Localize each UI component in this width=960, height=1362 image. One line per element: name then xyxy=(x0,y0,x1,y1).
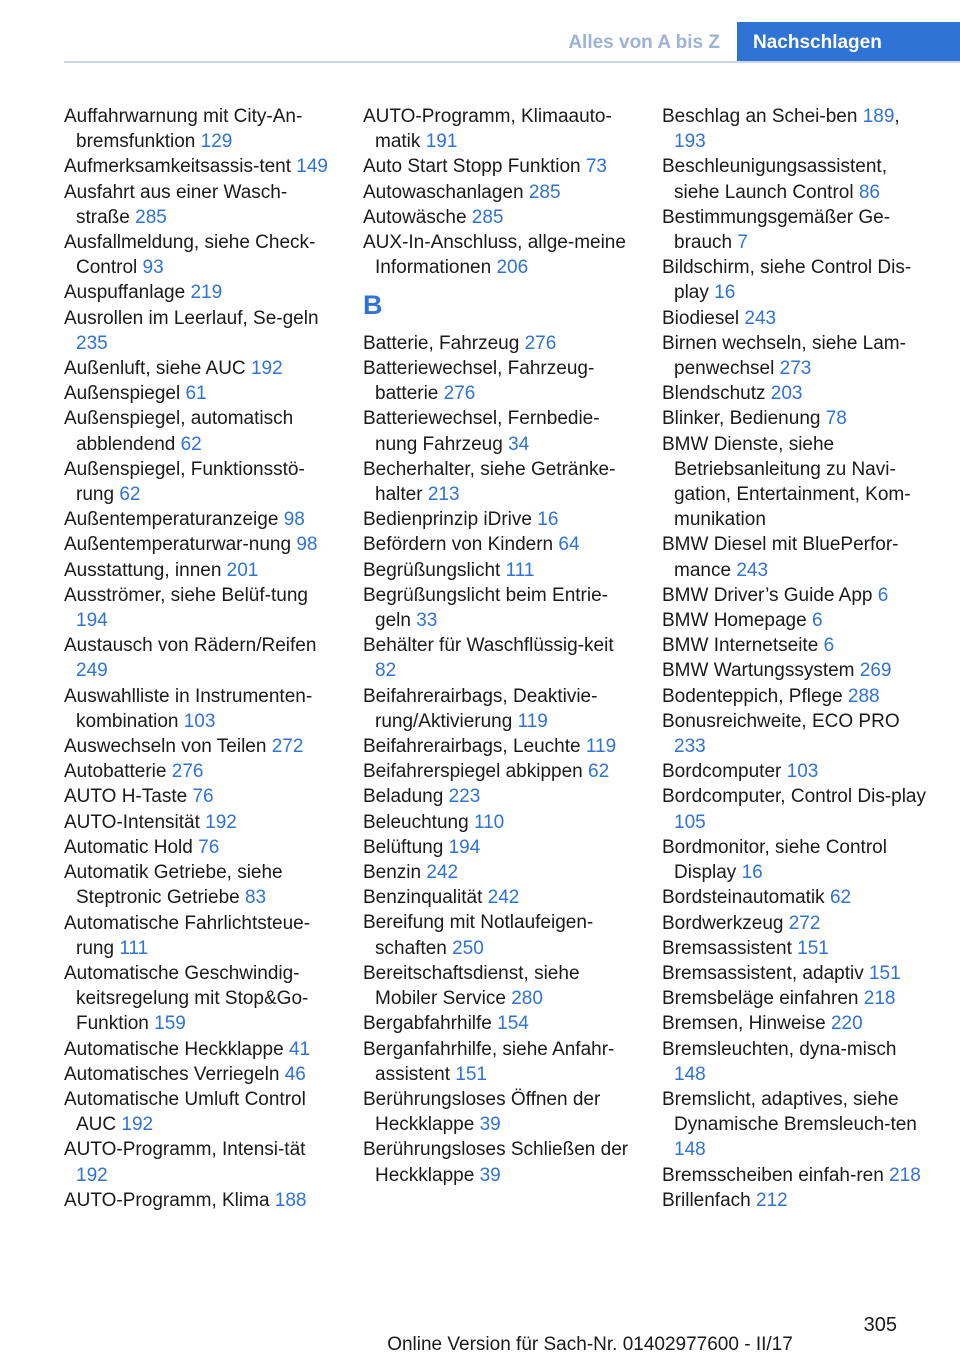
page-link[interactable]: 62 xyxy=(119,484,141,506)
page-link[interactable]: 148 xyxy=(674,1139,706,1161)
page-link[interactable]: 212 xyxy=(756,1189,788,1211)
page-link[interactable]: 119 xyxy=(517,710,548,732)
index-entry-text: Batteriewechsel, Fernbedie-nung Fahrzeug xyxy=(363,408,600,455)
index-entry: Beschlag an Schei-ben 189, 193 xyxy=(662,106,900,153)
index-entry-text: Bordsteinautomatik xyxy=(662,887,825,909)
index-entry xyxy=(662,306,926,331)
index-entry xyxy=(64,1062,332,1087)
index-entry-text: Berganfahrhilfe, siehe Anfahr-assistent xyxy=(363,1038,615,1085)
page-link[interactable]: 149 xyxy=(296,156,328,178)
page-link[interactable]: 16 xyxy=(741,862,763,884)
page-link[interactable]: 16 xyxy=(537,509,559,531)
index-entry xyxy=(64,583,332,633)
page-link[interactable]: 76 xyxy=(198,836,220,858)
index-entry-text: Autobatterie xyxy=(64,761,167,783)
index-entry xyxy=(662,154,926,204)
index-entry xyxy=(662,583,926,608)
page-link[interactable]: 191 xyxy=(425,131,458,153)
index-entry xyxy=(662,1037,926,1087)
page-link[interactable]: 219 xyxy=(190,282,223,304)
section-title: Alles von A bis Z xyxy=(568,32,720,53)
index-entry-text: BMW Internetseite xyxy=(662,635,819,657)
chapter-tab: Nachschlagen xyxy=(737,22,960,62)
page-link[interactable]: 103 xyxy=(786,761,819,783)
index-entry-text: Bestimmungsgemäßer Ge-brauch xyxy=(662,206,891,254)
page-link[interactable]: 280 xyxy=(511,988,543,1010)
index-entry xyxy=(363,1037,631,1087)
index-entry-text: Belüftung xyxy=(363,836,444,858)
index-entry xyxy=(662,911,926,936)
index-entry-text: Austausch von Rädern/Reifen xyxy=(64,635,317,657)
page-link[interactable]: 189 xyxy=(862,106,895,127)
index-entry-text: Automatisches Verriegeln xyxy=(64,1063,280,1085)
index-entry xyxy=(64,381,332,406)
index-entry xyxy=(64,280,332,305)
index-entry xyxy=(64,1037,332,1062)
index-entry-text: Ausfallmeldung, siehe Check-Control xyxy=(64,232,316,279)
page-link[interactable]: 233 xyxy=(674,736,706,758)
index-entry xyxy=(662,936,926,961)
page-link[interactable]: 276 xyxy=(524,332,557,354)
index-entry xyxy=(363,734,631,759)
index-entry xyxy=(662,406,926,431)
index-entry-text: Automatische Fahrlichtsteue-rung xyxy=(64,912,311,959)
page-link[interactable]: 46 xyxy=(284,1063,306,1085)
index-entry-text: Befördern von Kindern xyxy=(363,534,554,556)
index-entry xyxy=(662,205,926,255)
index-entry xyxy=(363,759,631,784)
index-entry-text: AUTO-Programm, Intensi-tät xyxy=(64,1139,306,1161)
index-entry-text: Auswahlliste in Instrumenten-kombination xyxy=(64,685,313,732)
page-link[interactable]: 148 xyxy=(674,1063,706,1085)
page-link[interactable]: 62 xyxy=(588,761,610,783)
index-entry-text: Automatik Getriebe, siehe Steptronic Getriebe xyxy=(64,862,283,909)
index-entry xyxy=(662,381,926,406)
index-entry xyxy=(363,356,631,406)
index-entry-text: Beifahrerspiegel abkippen xyxy=(363,761,583,783)
index-entry xyxy=(64,1137,332,1187)
index-entry-text: Blinker, Bedienung xyxy=(662,408,821,430)
index-entry-text: Außenluft, siehe AUC xyxy=(64,358,246,380)
index-entry xyxy=(662,961,926,986)
index-entry-text: Berührungsloses Schließen der Heckklappe xyxy=(363,1139,629,1186)
index-entry xyxy=(363,230,631,280)
page-link[interactable]: 206 xyxy=(496,257,529,279)
index-entry-text: BMW Diesel mit BluePerfor-mance xyxy=(662,534,899,581)
page-link[interactable]: 159 xyxy=(154,1013,186,1035)
index-entry-text: Bereitschaftsdienst, siehe Mobiler Service xyxy=(363,962,580,1010)
page-header xyxy=(0,22,960,62)
page-link[interactable]: 39 xyxy=(479,1164,501,1186)
index-entry-text: BMW Homepage xyxy=(662,610,807,632)
index-entry-text: Birnen wechseln, siehe Lam-penwechsel xyxy=(662,332,906,380)
page-link[interactable]: 93 xyxy=(142,257,164,279)
index-entry-text: Auswechseln von Teilen xyxy=(64,736,267,758)
index-entry xyxy=(662,986,926,1011)
page-link[interactable]: 242 xyxy=(487,887,520,909)
page-link[interactable]: 34 xyxy=(508,433,530,455)
index-entry xyxy=(64,104,332,154)
index-entry-text: Benzin xyxy=(363,862,422,884)
page-link[interactable]: 83 xyxy=(244,887,267,909)
page-link[interactable]: 39 xyxy=(479,1114,501,1136)
index-entry xyxy=(662,658,926,683)
index-entry-text: AUTO H-Taste xyxy=(64,786,188,808)
page-link[interactable]: 154 xyxy=(497,1013,529,1035)
index-entry xyxy=(662,608,926,633)
index-entry-text: Auto Start Stopp Funktion xyxy=(363,156,581,178)
page-link[interactable]: 103 xyxy=(183,710,216,732)
index-entry xyxy=(662,532,926,582)
index-entry-text: Begrüßungslicht beim Entrie-geln xyxy=(363,584,608,632)
index-entry-text: Biodiesel xyxy=(662,307,740,329)
index-entry xyxy=(64,558,332,583)
index-entry-text: Beleuchtung xyxy=(363,811,469,833)
index-entry xyxy=(662,633,926,658)
index-entry-text: Bereifung mit Notlaufeigen-schaften xyxy=(363,912,594,959)
page-link[interactable]: 223 xyxy=(448,786,481,808)
page-link[interactable]: 193 xyxy=(674,131,706,153)
index-entry-text: Brillenfach xyxy=(662,1189,751,1211)
page-link[interactable]: 235 xyxy=(76,332,108,354)
index-entry-text: Ausströmer, siehe Belüf-tung xyxy=(64,584,308,606)
footer-version xyxy=(0,1334,960,1356)
index-entry-text: AUTO-Intensität xyxy=(64,811,200,833)
index-entry xyxy=(363,583,631,633)
index-entry-text: Beschleunigungsassistent, siehe Launch Control xyxy=(662,156,887,203)
index-entry xyxy=(363,406,631,456)
page-link[interactable]: 33 xyxy=(416,610,438,632)
page-link[interactable]: 194 xyxy=(76,610,108,632)
index-entry xyxy=(64,154,332,179)
index-entry xyxy=(363,885,631,910)
page-link[interactable]: 243 xyxy=(744,307,777,329)
page-link[interactable]: 273 xyxy=(779,358,812,380)
footer-text: Online Version für Sach-Nr. 01402977600 - II/17 xyxy=(387,1334,793,1355)
index-entry xyxy=(64,180,332,230)
index-entry xyxy=(662,255,926,305)
index-entry xyxy=(64,860,332,910)
index-entry xyxy=(363,1011,631,1036)
index-entry-text: Benzinqualität xyxy=(363,887,483,909)
page-link[interactable]: 86 xyxy=(858,181,880,203)
page-link[interactable]: 73 xyxy=(585,156,607,178)
index-entry xyxy=(363,684,631,734)
index-entry-text: Bremsbeläge einfahren xyxy=(662,988,859,1010)
page-link[interactable]: 276 xyxy=(171,761,204,783)
index-entry-text: Bordwerkzeug xyxy=(662,912,784,934)
index-entry xyxy=(662,759,926,784)
page-link[interactable]: 119 xyxy=(585,736,617,758)
index-entry xyxy=(363,457,631,507)
page-link[interactable]: 6 xyxy=(877,584,889,606)
index-entry-text: Behälter für Waschflüssig-keit xyxy=(363,635,614,657)
index-letter-heading: B xyxy=(363,290,383,321)
index-entry-text: Auffahrwarnung mit City-An-bremsfunktion xyxy=(64,106,303,153)
page-link[interactable]: 276 xyxy=(443,383,476,405)
index-entry xyxy=(64,684,332,734)
index-entry xyxy=(363,961,631,1011)
index-entry-text: Automatic Hold xyxy=(64,836,193,858)
index-entry-text: AUTO-Programm, Klimaauto-matik xyxy=(363,106,612,153)
index-entry xyxy=(363,507,631,532)
index-entry-text: BMW Dienste, siehe Betriebsanleitung zu Navi-gation, Entertainment, Kom-munikation xyxy=(662,433,911,531)
index-entry-text: Automatische Heckklappe xyxy=(64,1038,284,1060)
index-entry-text: Autowaschanlagen xyxy=(363,181,524,203)
page-link[interactable]: 192 xyxy=(121,1114,154,1136)
index-entry-text: BMW Wartungssystem xyxy=(662,660,855,682)
index-entry xyxy=(64,734,332,759)
header-rule xyxy=(64,61,960,63)
index-entry-text: Außentemperaturanzeige xyxy=(64,509,279,531)
index-column-2 xyxy=(363,104,631,1188)
index-entry xyxy=(662,835,926,885)
page-link[interactable]: 62 xyxy=(180,433,202,455)
index-entry xyxy=(662,1011,926,1036)
index-entry xyxy=(64,406,332,456)
index-entry-text: Blendschutz xyxy=(662,383,766,405)
page-link[interactable]: 98 xyxy=(283,509,305,531)
index-entry xyxy=(64,810,332,835)
index-entry xyxy=(363,860,631,885)
page-link[interactable]: 285 xyxy=(471,206,504,228)
index-entry xyxy=(363,835,631,860)
page-link[interactable]: 192 xyxy=(250,358,283,380)
page-link[interactable]: 6 xyxy=(811,610,823,632)
index-entry xyxy=(64,230,332,280)
index-entry xyxy=(64,784,332,809)
index-entry-text: Beifahrerairbags, Leuchte xyxy=(363,736,581,758)
page-link[interactable]: 285 xyxy=(528,181,561,203)
index-entry xyxy=(363,784,631,809)
page-link[interactable]: 192 xyxy=(205,811,237,833)
index-entry-text: Bonusreichweite, ECO PRO xyxy=(662,710,900,732)
page-link[interactable]: 272 xyxy=(788,912,821,934)
index-entry-text: Bodenteppich, Pflege xyxy=(662,685,843,707)
index-entry xyxy=(662,684,926,709)
index-entry xyxy=(363,1137,631,1187)
index-entry xyxy=(363,910,631,960)
index-entry-text: BMW Driver’s Guide App xyxy=(662,584,873,606)
index-entry-text: Außenspiegel xyxy=(64,383,181,405)
index-entry-text: Außentemperaturwar-nung xyxy=(64,534,292,556)
index-entry-text: Ausstattung, innen xyxy=(64,559,222,581)
page-link[interactable]: 272 xyxy=(271,736,304,758)
index-entry xyxy=(64,759,332,784)
page-link[interactable]: 151 xyxy=(868,962,901,984)
page-link[interactable]: 201 xyxy=(226,559,259,581)
page-link[interactable]: 16 xyxy=(714,282,736,304)
index-entry xyxy=(64,532,332,557)
page-link[interactable]: 110 xyxy=(473,811,505,833)
index-entry-text: Ausfahrt aus einer Wasch-straße xyxy=(64,181,288,228)
index-entry-text: Batterie, Fahrzeug xyxy=(363,332,520,354)
index-entry xyxy=(662,1188,926,1213)
page-link[interactable]: 242 xyxy=(426,862,459,884)
page-link[interactable]: 61 xyxy=(185,383,207,405)
index-entry-text: Bremslicht, adaptives, siehe Dynamische Bremsleuch-ten xyxy=(662,1088,917,1136)
index-entry xyxy=(64,457,332,507)
index-column-3 xyxy=(662,104,926,1213)
page-link[interactable]: 41 xyxy=(288,1038,311,1060)
index-entry-text: Auspuffanlage xyxy=(64,282,186,304)
page-link[interactable]: 129 xyxy=(200,131,233,153)
page-link[interactable]: 151 xyxy=(455,1063,487,1085)
index-entry xyxy=(662,432,926,533)
page-link[interactable]: 249 xyxy=(76,660,108,682)
index-entry-text: Beladung xyxy=(363,786,444,808)
page-link[interactable]: 111 xyxy=(505,559,535,581)
index-entry xyxy=(662,1087,926,1163)
index-entry-text: Berührungsloses Öffnen der Heckklappe xyxy=(363,1088,601,1136)
index-entry xyxy=(64,911,332,961)
page-link[interactable]: 192 xyxy=(76,1164,108,1186)
index-entry xyxy=(64,961,332,1037)
index-entry-text: Batteriewechsel, Fahrzeug-batterie xyxy=(363,358,595,405)
page-link[interactable]: 6 xyxy=(823,635,835,657)
index-entry-text: Begrüßungslicht xyxy=(363,559,501,581)
index-entry-text: Außenspiegel, Funktionsstö-rung xyxy=(64,458,305,506)
page-link[interactable]: 98 xyxy=(296,534,318,556)
page-number: 305 xyxy=(863,1314,897,1336)
index-entry-text: Autowäsche xyxy=(363,206,467,228)
index-entry xyxy=(64,1188,332,1213)
index-entry xyxy=(662,885,926,910)
page-link[interactable]: 151 xyxy=(797,937,829,959)
index-entry-text: AUTO-Programm, Klima xyxy=(64,1189,270,1211)
page-link[interactable]: 218 xyxy=(889,1164,921,1186)
index-entry xyxy=(64,835,332,860)
index-entry xyxy=(363,532,631,557)
index-entry-text: Automatische Geschwindig-keitsregelung mit Stop&Go-Funktion xyxy=(64,962,309,1035)
index-entry-text: Aufmerksamkeitsassis-tent xyxy=(64,156,292,178)
page-link[interactable]: 243 xyxy=(736,559,769,581)
index-entry xyxy=(64,633,332,683)
index-column-1 xyxy=(64,104,332,1213)
page-link[interactable]: 194 xyxy=(448,836,481,858)
page-link[interactable]: 203 xyxy=(770,383,803,405)
index-entry-text: Bergabfahrhilfe xyxy=(363,1013,492,1035)
index-entry-text: Bremsassistent, adaptiv xyxy=(662,962,864,984)
index-entry xyxy=(363,180,631,205)
index-entry-text: Ausrollen im Leerlauf, Se-geln xyxy=(64,307,319,329)
index-entry-text: Bordcomputer xyxy=(662,761,782,783)
page-link[interactable]: 250 xyxy=(452,937,484,959)
page-link[interactable]: 269 xyxy=(859,660,892,682)
page-link[interactable]: 64 xyxy=(558,534,580,556)
index-entry-text: Bremsen, Hinweise xyxy=(662,1013,826,1035)
index-entry xyxy=(662,331,926,381)
index-entry xyxy=(662,1163,926,1188)
page-link[interactable]: 188 xyxy=(274,1189,307,1211)
page-link[interactable]: 218 xyxy=(863,988,896,1010)
page-link[interactable]: 78 xyxy=(825,408,847,430)
index-entry xyxy=(363,810,631,835)
page-link[interactable]: 288 xyxy=(847,685,880,707)
index-entry xyxy=(363,633,631,683)
index-entry-text: Bordmonitor, siehe Control Display xyxy=(662,836,887,884)
page-link[interactable]: 213 xyxy=(427,484,460,506)
index-entry-text: Bremsleuchten, dyna-misch xyxy=(662,1038,897,1060)
index-entry xyxy=(363,104,631,154)
index-entry-text: Becherhalter, siehe Getränke-halter xyxy=(363,458,616,506)
index-entry xyxy=(64,356,332,381)
index-entry xyxy=(64,507,332,532)
index-entry-text: Außenspiegel, automatisch abblendend xyxy=(64,408,294,455)
index-entry xyxy=(363,331,631,356)
index-entry xyxy=(662,784,926,834)
index-entry xyxy=(363,558,631,583)
index-entry-text: Bremsscheiben einfah-ren xyxy=(662,1164,884,1186)
index-entry xyxy=(363,154,631,179)
index-entry xyxy=(363,1087,631,1137)
index-entry-text: Bordcomputer, Control Dis-play xyxy=(662,786,926,808)
page-link[interactable]: 111 xyxy=(119,937,149,959)
index-entry-text: Automatische Umluft Control AUC xyxy=(64,1088,306,1136)
index-entry-text: Beifahrerairbags, Deaktivie-rung/Aktivierung xyxy=(363,685,598,732)
index-entry-text: AUX-In-Anschluss, allge-meine Informationen xyxy=(363,232,626,279)
page-link[interactable]: 76 xyxy=(192,786,214,808)
index-entry xyxy=(64,1087,332,1137)
index-entry-text: Bedienprinzip iDrive xyxy=(363,509,532,531)
index-entry xyxy=(64,306,332,356)
index-entry-text: Beschlag an Schei-ben xyxy=(662,106,858,127)
index-entry-text: Bildschirm, siehe Control Dis-play xyxy=(662,257,912,304)
index-entry-text: Bremsassistent xyxy=(662,937,792,959)
page-link[interactable]: 82 xyxy=(375,660,397,682)
page-link[interactable]: 285 xyxy=(135,206,167,228)
page-link[interactable]: 7 xyxy=(737,232,748,254)
page-link[interactable]: 105 xyxy=(674,811,706,833)
page-link[interactable]: 62 xyxy=(829,887,852,909)
page-link[interactable]: 220 xyxy=(830,1013,863,1035)
index-entry xyxy=(363,205,631,230)
index-entry xyxy=(662,709,926,759)
